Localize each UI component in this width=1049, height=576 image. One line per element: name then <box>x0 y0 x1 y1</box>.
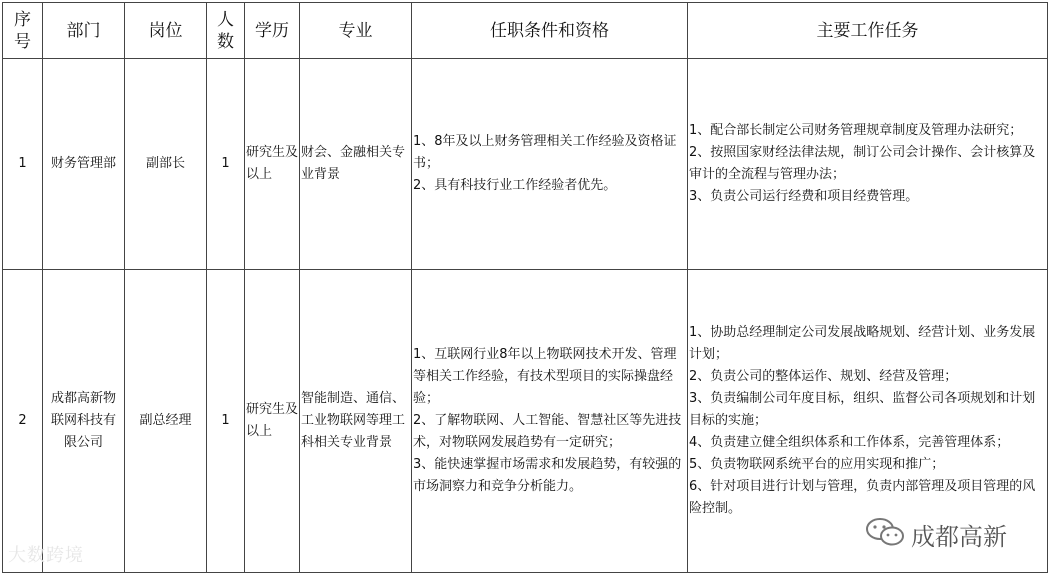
cell-major: 智能制造、通信、工业物联网等理工科相关专业背景 <box>300 270 412 573</box>
cell-position: 副部长 <box>125 59 207 270</box>
duty-item: 3、负责编制公司年度目标，组织、监督公司各项规划和计划目标的实施； <box>689 391 1036 428</box>
cell-duties <box>688 59 1048 270</box>
header-duties: 主要工作任务 <box>688 3 1048 59</box>
header-count: 人数 <box>207 3 245 59</box>
requirement-item: 2、具有科技行业工作经验者优先。 <box>413 178 617 193</box>
header-major: 专业 <box>300 3 412 59</box>
cell-seq: 1 <box>3 59 43 270</box>
header-position: 岗位 <box>125 3 207 59</box>
cell-count: 1 <box>207 59 245 270</box>
cell-dept: 财务管理部 <box>43 59 125 270</box>
header-dept: 部门 <box>43 3 125 59</box>
cell-seq: 2 <box>3 270 43 573</box>
cell-dept: 成都高新物联网科技有限公司 <box>43 270 125 573</box>
cell-requirements <box>412 270 688 573</box>
requirement-item: 1、互联网行业8年以上物联网技术开发、管理等相关工作经验，有技术型项目的实际操盘经验； <box>413 347 677 406</box>
table-row <box>3 59 1048 270</box>
duty-item: 6、针对项目进行计划与管理，负责内部管理及项目管理的风险控制。 <box>689 479 1036 516</box>
header-requirements: 任职条件和资格 <box>412 3 688 59</box>
cell-requirements <box>412 59 688 270</box>
duty-item: 4、负责建立健全组织体系和工作体系，完善管理体系； <box>689 435 1010 450</box>
requirement-item: 3、能快速掌握市场需求和发展趋势，有较强的市场洞察力和竞争分析能力。 <box>413 457 682 494</box>
job-table <box>2 2 1048 573</box>
requirement-item: 1、8年及以上财务管理相关工作经验及资格证书； <box>413 134 677 171</box>
watermark-left-text: 大数跨境 <box>8 545 84 566</box>
wechat-icon <box>865 516 905 552</box>
duty-item: 5、负责物联网系统平台的应用实现和推广； <box>689 457 945 472</box>
cell-position: 副总经理 <box>125 270 207 573</box>
header-row <box>3 3 1048 59</box>
cell-education: 研究生及以上 <box>245 59 300 270</box>
duty-item: 1、协助总经理制定公司发展战略规划、经营计划、业务发展计划； <box>689 325 1036 362</box>
header-education: 学历 <box>245 3 300 59</box>
cell-major: 财会、金融相关专业背景 <box>300 59 412 270</box>
watermark-right-text: 成都高新 <box>911 522 1007 551</box>
cell-count: 1 <box>207 270 245 573</box>
duty-item: 1、配合部长制定公司财务管理规章制度及管理办法研究； <box>689 123 1023 138</box>
requirement-item: 2、了解物联网、人工智能、智慧社区等先进技术，对物联网发展趋势有一定研究； <box>413 413 682 450</box>
header-seq: 序号 <box>3 3 43 59</box>
duty-item: 2、按照国家财经法律法规，制订公司会计操作、会计核算及审计的全流程与管理办法； <box>689 145 1036 182</box>
cell-education: 研究生及以上 <box>245 270 300 573</box>
duty-item: 3、负责公司运行经费和项目经费管理。 <box>689 189 919 204</box>
watermark-left <box>8 541 84 567</box>
duty-item: 2、负责公司的整体运作、规划、经营及管理； <box>689 369 958 384</box>
watermark-right <box>865 516 1007 552</box>
